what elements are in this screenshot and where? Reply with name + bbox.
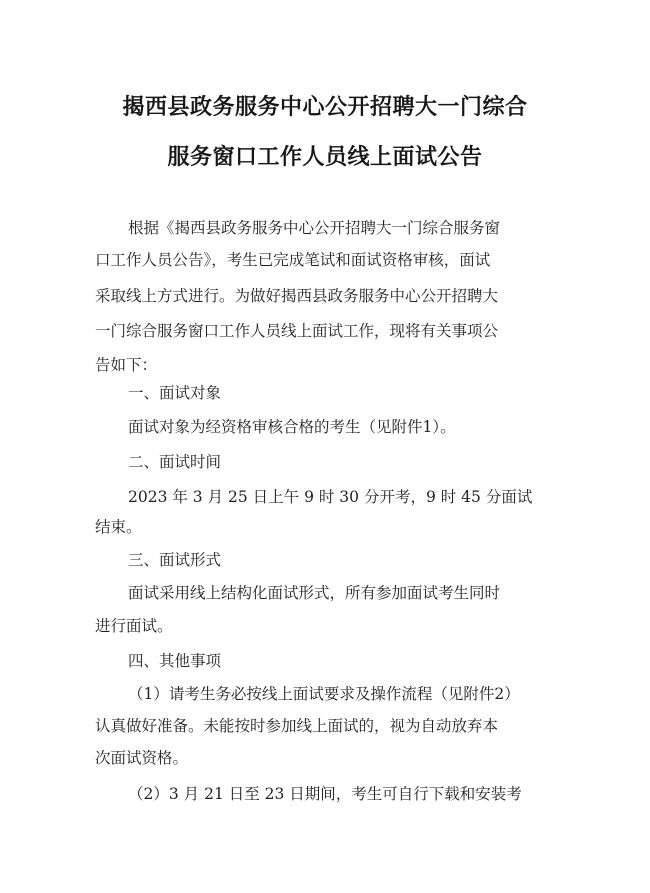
paragraph-line: 根据《揭西县政务服务中心公开招聘大一门综合服务窗 (128, 219, 501, 237)
section-heading-2: 二、面试时间 (128, 453, 222, 471)
paragraph-line: （2）3 月 21 日至 23 日期间，考生可自行下载和安装考 (128, 785, 522, 803)
section-heading-4: 四、其他事项 (128, 652, 222, 670)
paragraph-line: 采取线上方式进行。为做好揭西县政务服务中心公开招聘大 (95, 287, 499, 305)
paragraph-line: 结束。 (95, 518, 142, 536)
paragraph-line: 面试采用线上结构化面试形式，所有参加面试考生同时 (128, 584, 501, 602)
paragraph-line: 认真做好准备。未能按时参加线上面试的，视为自动放弃本 (95, 717, 499, 735)
section-heading-3: 三、面试形式 (128, 551, 222, 569)
paragraph-line: 告如下： (95, 356, 158, 374)
paragraph-line: 一门综合服务窗口工作人员线上面试工作，现将有关事项公 (95, 322, 499, 340)
paragraph-line: （1）请考生务必按线上面试要求及操作流程（见附件2） (128, 685, 520, 703)
paragraph-line: 次面试资格。 (95, 749, 189, 767)
document-title-line-1: 揭西县政务服务中心公开招聘大一门综合 (122, 95, 528, 120)
document-title-line-2: 服务窗口工作人员线上面试公告 (167, 145, 483, 170)
paragraph-line: 面试对象为经资格审核合格的考生（见附件1）。 (128, 418, 456, 436)
section-heading-1: 一、面试对象 (128, 384, 222, 402)
paragraph-line: 2023 年 3 月 25 日上午 9 时 30 分开考，9 时 45 分面试 (128, 488, 533, 506)
paragraph-line: 口工作人员公告》，考生已完成笔试和面试资格审核，面试 (95, 251, 491, 269)
paragraph-line: 进行面试。 (95, 617, 173, 635)
